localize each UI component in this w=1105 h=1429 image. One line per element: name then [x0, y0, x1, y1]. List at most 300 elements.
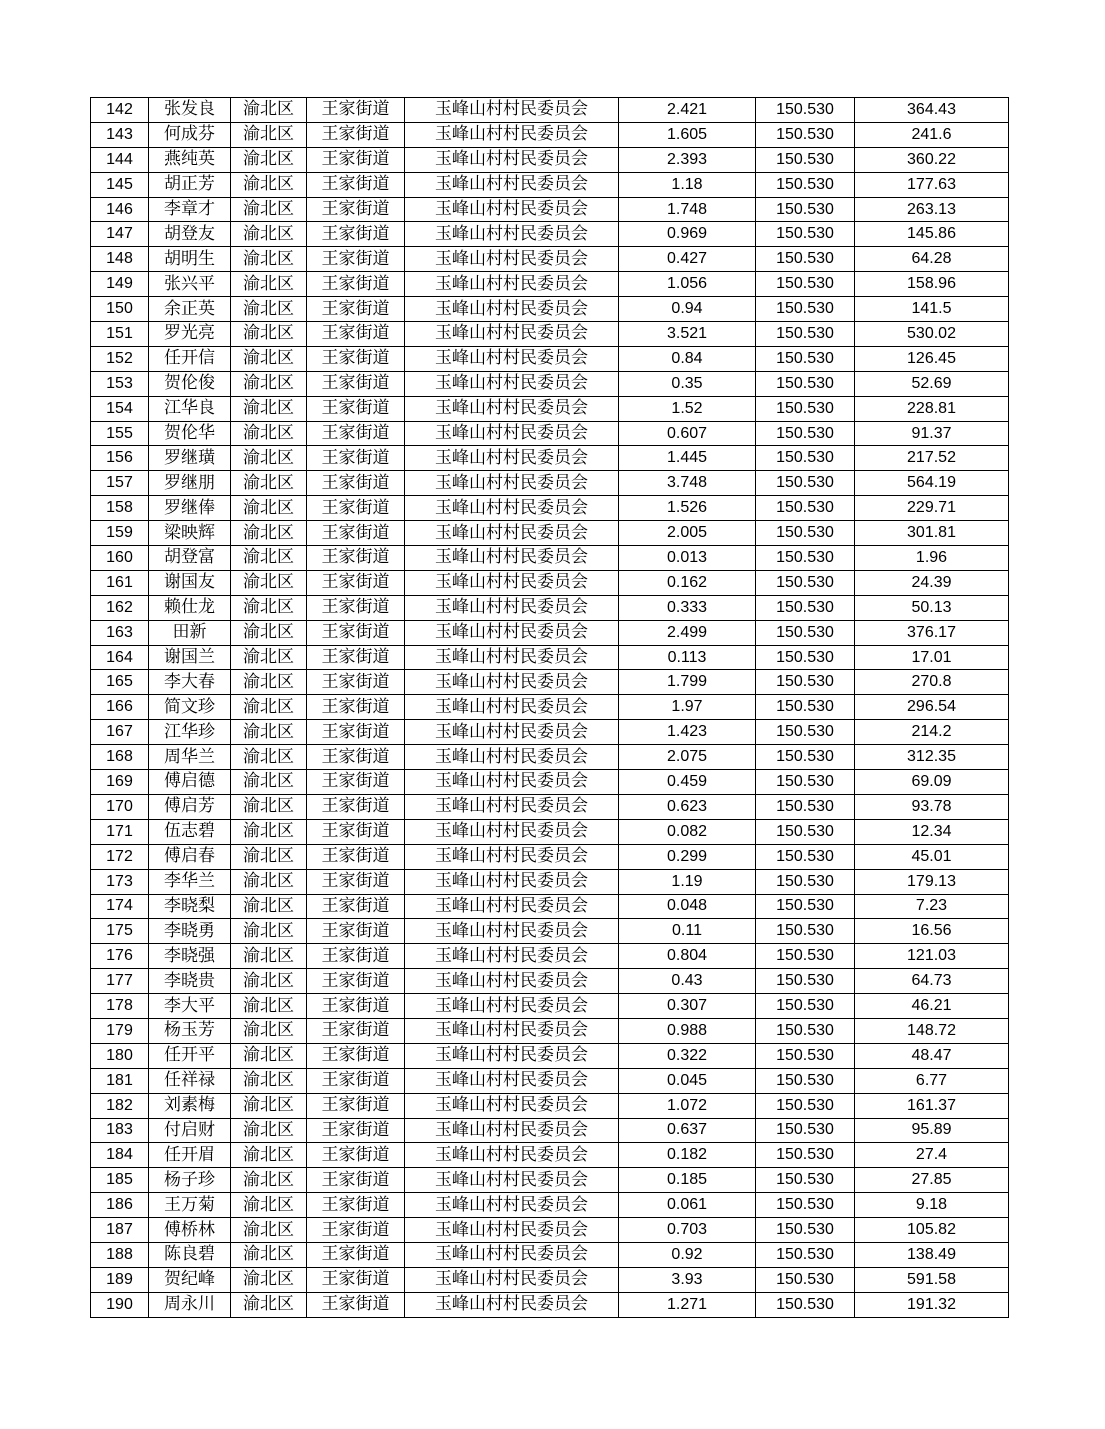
street-cell: 王家街道: [307, 222, 405, 247]
row-number-cell: 148: [91, 247, 149, 272]
street-cell: 王家街道: [307, 1018, 405, 1043]
name-cell: 任开眉: [149, 1143, 231, 1168]
table-row: [91, 1143, 1009, 1168]
committee-cell: 玉峰山村村民委员会: [405, 322, 619, 347]
table-row: [91, 819, 1009, 844]
rate-cell: 150.530: [756, 272, 855, 297]
street-cell: 王家街道: [307, 471, 405, 496]
amount-cell: 191.32: [855, 1292, 1009, 1317]
table-row: [91, 720, 1009, 745]
name-cell: 伍志碧: [149, 819, 231, 844]
rate-cell: 150.530: [756, 1118, 855, 1143]
committee-cell: 玉峰山村村民委员会: [405, 794, 619, 819]
table-row: [91, 322, 1009, 347]
row-number-cell: 155: [91, 421, 149, 446]
name-cell: 李章才: [149, 197, 231, 222]
table-row: [91, 521, 1009, 546]
street-cell: 王家街道: [307, 247, 405, 272]
row-number-cell: 164: [91, 645, 149, 670]
data-table: [90, 97, 1009, 1318]
name-cell: 胡登友: [149, 222, 231, 247]
district-cell: 渝北区: [231, 1193, 307, 1218]
district-cell: 渝北区: [231, 1168, 307, 1193]
table-row: [91, 570, 1009, 595]
street-cell: 王家街道: [307, 98, 405, 123]
rate-cell: 150.530: [756, 396, 855, 421]
street-cell: 王家街道: [307, 1168, 405, 1193]
amount-cell: 64.28: [855, 247, 1009, 272]
table-row: [91, 794, 1009, 819]
area-cell: 0.459: [619, 770, 756, 795]
rate-cell: 150.530: [756, 521, 855, 546]
name-cell: 梁映辉: [149, 521, 231, 546]
name-cell: 江华良: [149, 396, 231, 421]
name-cell: 傅启春: [149, 844, 231, 869]
row-number-cell: 143: [91, 122, 149, 147]
committee-cell: 玉峰山村村民委员会: [405, 745, 619, 770]
street-cell: 王家街道: [307, 745, 405, 770]
rate-cell: 150.530: [756, 1218, 855, 1243]
area-cell: 3.521: [619, 322, 756, 347]
row-number-cell: 144: [91, 147, 149, 172]
district-cell: 渝北区: [231, 172, 307, 197]
table-row: [91, 645, 1009, 670]
rate-cell: 150.530: [756, 894, 855, 919]
row-number-cell: 166: [91, 695, 149, 720]
amount-cell: 564.19: [855, 471, 1009, 496]
row-number-cell: 181: [91, 1068, 149, 1093]
district-cell: 渝北区: [231, 222, 307, 247]
district-cell: 渝北区: [231, 346, 307, 371]
area-cell: 2.499: [619, 620, 756, 645]
name-cell: 杨子珍: [149, 1168, 231, 1193]
committee-cell: 玉峰山村村民委员会: [405, 521, 619, 546]
name-cell: 王万菊: [149, 1193, 231, 1218]
row-number-cell: 170: [91, 794, 149, 819]
row-number-cell: 187: [91, 1218, 149, 1243]
row-number-cell: 189: [91, 1267, 149, 1292]
area-cell: 0.045: [619, 1068, 756, 1093]
rate-cell: 150.530: [756, 620, 855, 645]
committee-cell: 玉峰山村村民委员会: [405, 297, 619, 322]
amount-cell: 263.13: [855, 197, 1009, 222]
amount-cell: 48.47: [855, 1043, 1009, 1068]
street-cell: 王家街道: [307, 770, 405, 795]
area-cell: 0.35: [619, 371, 756, 396]
table-row: [91, 1118, 1009, 1143]
amount-cell: 214.2: [855, 720, 1009, 745]
street-cell: 王家街道: [307, 1292, 405, 1317]
committee-cell: 玉峰山村村民委员会: [405, 1143, 619, 1168]
amount-cell: 7.23: [855, 894, 1009, 919]
name-cell: 余正英: [149, 297, 231, 322]
committee-cell: 玉峰山村村民委员会: [405, 496, 619, 521]
rate-cell: 150.530: [756, 745, 855, 770]
rate-cell: 150.530: [756, 844, 855, 869]
name-cell: 任祥禄: [149, 1068, 231, 1093]
area-cell: 1.271: [619, 1292, 756, 1317]
rate-cell: 150.530: [756, 1292, 855, 1317]
table-row: [91, 1267, 1009, 1292]
district-cell: 渝北区: [231, 1093, 307, 1118]
name-cell: 罗继朋: [149, 471, 231, 496]
table-row: [91, 421, 1009, 446]
district-cell: 渝北区: [231, 98, 307, 123]
street-cell: 王家街道: [307, 1193, 405, 1218]
rate-cell: 150.530: [756, 546, 855, 571]
table-row: [91, 944, 1009, 969]
amount-cell: 530.02: [855, 322, 1009, 347]
rate-cell: 150.530: [756, 994, 855, 1019]
row-number-cell: 156: [91, 446, 149, 471]
amount-cell: 105.82: [855, 1218, 1009, 1243]
street-cell: 王家街道: [307, 122, 405, 147]
committee-cell: 玉峰山村村民委员会: [405, 1168, 619, 1193]
name-cell: 杨玉芳: [149, 1018, 231, 1043]
rate-cell: 150.530: [756, 944, 855, 969]
row-number-cell: 150: [91, 297, 149, 322]
amount-cell: 50.13: [855, 595, 1009, 620]
district-cell: 渝北区: [231, 720, 307, 745]
name-cell: 罗光亮: [149, 322, 231, 347]
committee-cell: 玉峰山村村民委员会: [405, 197, 619, 222]
table-row: [91, 1043, 1009, 1068]
row-number-cell: 157: [91, 471, 149, 496]
street-cell: 王家街道: [307, 570, 405, 595]
name-cell: 傅启德: [149, 770, 231, 795]
rate-cell: 150.530: [756, 1242, 855, 1267]
district-cell: 渝北区: [231, 944, 307, 969]
area-cell: 0.94: [619, 297, 756, 322]
table-row: [91, 595, 1009, 620]
name-cell: 胡明生: [149, 247, 231, 272]
committee-cell: 玉峰山村村民委员会: [405, 1043, 619, 1068]
amount-cell: 45.01: [855, 844, 1009, 869]
committee-cell: 玉峰山村村民委员会: [405, 894, 619, 919]
district-cell: 渝北区: [231, 570, 307, 595]
table-row: [91, 620, 1009, 645]
rate-cell: 150.530: [756, 1267, 855, 1292]
row-number-cell: 183: [91, 1118, 149, 1143]
area-cell: 0.113: [619, 645, 756, 670]
row-number-cell: 165: [91, 670, 149, 695]
row-number-cell: 152: [91, 346, 149, 371]
committee-cell: 玉峰山村村民委员会: [405, 147, 619, 172]
amount-cell: 141.5: [855, 297, 1009, 322]
district-cell: 渝北区: [231, 1018, 307, 1043]
row-number-cell: 184: [91, 1143, 149, 1168]
street-cell: 王家街道: [307, 1218, 405, 1243]
area-cell: 0.061: [619, 1193, 756, 1218]
street-cell: 王家街道: [307, 1118, 405, 1143]
row-number-cell: 145: [91, 172, 149, 197]
area-cell: 0.623: [619, 794, 756, 819]
rate-cell: 150.530: [756, 1018, 855, 1043]
street-cell: 王家街道: [307, 147, 405, 172]
district-cell: 渝北区: [231, 1292, 307, 1317]
committee-cell: 玉峰山村村民委员会: [405, 570, 619, 595]
table-row: [91, 247, 1009, 272]
row-number-cell: 179: [91, 1018, 149, 1043]
name-cell: 谢国友: [149, 570, 231, 595]
row-number-cell: 182: [91, 1093, 149, 1118]
amount-cell: 27.85: [855, 1168, 1009, 1193]
name-cell: 简文珍: [149, 695, 231, 720]
district-cell: 渝北区: [231, 969, 307, 994]
amount-cell: 360.22: [855, 147, 1009, 172]
area-cell: 2.005: [619, 521, 756, 546]
street-cell: 王家街道: [307, 794, 405, 819]
amount-cell: 296.54: [855, 695, 1009, 720]
table-row: [91, 994, 1009, 1019]
district-cell: 渝北区: [231, 1242, 307, 1267]
street-cell: 王家街道: [307, 969, 405, 994]
rate-cell: 150.530: [756, 720, 855, 745]
area-cell: 1.52: [619, 396, 756, 421]
row-number-cell: 174: [91, 894, 149, 919]
table-row: [91, 197, 1009, 222]
street-cell: 王家街道: [307, 919, 405, 944]
district-cell: 渝北区: [231, 247, 307, 272]
rate-cell: 150.530: [756, 1043, 855, 1068]
area-cell: 2.421: [619, 98, 756, 123]
street-cell: 王家街道: [307, 446, 405, 471]
table-row: [91, 894, 1009, 919]
rate-cell: 150.530: [756, 670, 855, 695]
district-cell: 渝北区: [231, 396, 307, 421]
amount-cell: 93.78: [855, 794, 1009, 819]
committee-cell: 玉峰山村村民委员会: [405, 1218, 619, 1243]
name-cell: 贺伦华: [149, 421, 231, 446]
area-cell: 0.427: [619, 247, 756, 272]
rate-cell: 150.530: [756, 794, 855, 819]
area-cell: 0.048: [619, 894, 756, 919]
table-row: [91, 122, 1009, 147]
row-number-cell: 186: [91, 1193, 149, 1218]
committee-cell: 玉峰山村村民委员会: [405, 919, 619, 944]
street-cell: 王家街道: [307, 645, 405, 670]
district-cell: 渝北区: [231, 745, 307, 770]
name-cell: 周永川: [149, 1292, 231, 1317]
row-number-cell: 168: [91, 745, 149, 770]
area-cell: 1.19: [619, 869, 756, 894]
row-number-cell: 151: [91, 322, 149, 347]
committee-cell: 玉峰山村村民委员会: [405, 770, 619, 795]
street-cell: 王家街道: [307, 670, 405, 695]
row-number-cell: 146: [91, 197, 149, 222]
area-cell: 0.185: [619, 1168, 756, 1193]
district-cell: 渝北区: [231, 919, 307, 944]
area-cell: 2.075: [619, 745, 756, 770]
street-cell: 王家街道: [307, 869, 405, 894]
area-cell: 0.607: [619, 421, 756, 446]
name-cell: 贺伦俊: [149, 371, 231, 396]
committee-cell: 玉峰山村村民委员会: [405, 371, 619, 396]
rate-cell: 150.530: [756, 496, 855, 521]
rate-cell: 150.530: [756, 570, 855, 595]
street-cell: 王家街道: [307, 297, 405, 322]
committee-cell: 玉峰山村村民委员会: [405, 1118, 619, 1143]
row-number-cell: 169: [91, 770, 149, 795]
street-cell: 王家街道: [307, 1093, 405, 1118]
area-cell: 3.93: [619, 1267, 756, 1292]
committee-cell: 玉峰山村村民委员会: [405, 247, 619, 272]
name-cell: 胡正芳: [149, 172, 231, 197]
area-cell: 0.988: [619, 1018, 756, 1043]
area-cell: 0.182: [619, 1143, 756, 1168]
row-number-cell: 161: [91, 570, 149, 595]
amount-cell: 126.45: [855, 346, 1009, 371]
area-cell: 1.056: [619, 272, 756, 297]
table-row: [91, 546, 1009, 571]
street-cell: 王家街道: [307, 595, 405, 620]
amount-cell: 229.71: [855, 496, 1009, 521]
rate-cell: 150.530: [756, 645, 855, 670]
table-row: [91, 346, 1009, 371]
district-cell: 渝北区: [231, 595, 307, 620]
area-cell: 3.748: [619, 471, 756, 496]
committee-cell: 玉峰山村村民委员会: [405, 421, 619, 446]
row-number-cell: 188: [91, 1242, 149, 1267]
street-cell: 王家街道: [307, 396, 405, 421]
table-row: [91, 446, 1009, 471]
area-cell: 1.748: [619, 197, 756, 222]
district-cell: 渝北区: [231, 670, 307, 695]
table-row: [91, 1218, 1009, 1243]
rate-cell: 150.530: [756, 919, 855, 944]
row-number-cell: 173: [91, 869, 149, 894]
committee-cell: 玉峰山村村民委员会: [405, 396, 619, 421]
amount-cell: 16.56: [855, 919, 1009, 944]
committee-cell: 玉峰山村村民委员会: [405, 994, 619, 1019]
name-cell: 李大平: [149, 994, 231, 1019]
amount-cell: 177.63: [855, 172, 1009, 197]
street-cell: 王家街道: [307, 695, 405, 720]
area-cell: 0.333: [619, 595, 756, 620]
row-number-cell: 190: [91, 1292, 149, 1317]
street-cell: 王家街道: [307, 1267, 405, 1292]
rate-cell: 150.530: [756, 197, 855, 222]
area-cell: 0.322: [619, 1043, 756, 1068]
name-cell: 李华兰: [149, 869, 231, 894]
table-row: [91, 396, 1009, 421]
name-cell: 罗继璜: [149, 446, 231, 471]
street-cell: 王家街道: [307, 197, 405, 222]
table-row: [91, 745, 1009, 770]
area-cell: 0.703: [619, 1218, 756, 1243]
area-cell: 0.43: [619, 969, 756, 994]
name-cell: 周华兰: [149, 745, 231, 770]
row-number-cell: 153: [91, 371, 149, 396]
district-cell: 渝北区: [231, 1218, 307, 1243]
amount-cell: 148.72: [855, 1018, 1009, 1043]
table-row: [91, 969, 1009, 994]
row-number-cell: 163: [91, 620, 149, 645]
district-cell: 渝北区: [231, 844, 307, 869]
district-cell: 渝北区: [231, 371, 307, 396]
amount-cell: 161.37: [855, 1093, 1009, 1118]
street-cell: 王家街道: [307, 620, 405, 645]
committee-cell: 玉峰山村村民委员会: [405, 969, 619, 994]
row-number-cell: 178: [91, 994, 149, 1019]
committee-cell: 玉峰山村村民委员会: [405, 819, 619, 844]
rate-cell: 150.530: [756, 122, 855, 147]
street-cell: 王家街道: [307, 346, 405, 371]
amount-cell: 12.34: [855, 819, 1009, 844]
rate-cell: 150.530: [756, 869, 855, 894]
amount-cell: 364.43: [855, 98, 1009, 123]
amount-cell: 9.18: [855, 1193, 1009, 1218]
committee-cell: 玉峰山村村民委员会: [405, 844, 619, 869]
area-cell: 0.637: [619, 1118, 756, 1143]
area-cell: 1.072: [619, 1093, 756, 1118]
name-cell: 付启财: [149, 1118, 231, 1143]
committee-cell: 玉峰山村村民委员会: [405, 1267, 619, 1292]
area-cell: 1.97: [619, 695, 756, 720]
committee-cell: 玉峰山村村民委员会: [405, 1193, 619, 1218]
amount-cell: 179.13: [855, 869, 1009, 894]
name-cell: 傅启芳: [149, 794, 231, 819]
area-cell: 0.299: [619, 844, 756, 869]
row-number-cell: 167: [91, 720, 149, 745]
amount-cell: 270.8: [855, 670, 1009, 695]
area-cell: 0.84: [619, 346, 756, 371]
name-cell: 江华珍: [149, 720, 231, 745]
street-cell: 王家街道: [307, 894, 405, 919]
row-number-cell: 172: [91, 844, 149, 869]
district-cell: 渝北区: [231, 645, 307, 670]
row-number-cell: 158: [91, 496, 149, 521]
district-cell: 渝北区: [231, 521, 307, 546]
area-cell: 0.969: [619, 222, 756, 247]
committee-cell: 玉峰山村村民委员会: [405, 720, 619, 745]
district-cell: 渝北区: [231, 421, 307, 446]
street-cell: 王家街道: [307, 1143, 405, 1168]
district-cell: 渝北区: [231, 147, 307, 172]
amount-cell: 217.52: [855, 446, 1009, 471]
street-cell: 王家街道: [307, 994, 405, 1019]
district-cell: 渝北区: [231, 122, 307, 147]
committee-cell: 玉峰山村村民委员会: [405, 546, 619, 571]
rate-cell: 150.530: [756, 819, 855, 844]
amount-cell: 301.81: [855, 521, 1009, 546]
street-cell: 王家街道: [307, 496, 405, 521]
amount-cell: 138.49: [855, 1242, 1009, 1267]
table-row: [91, 869, 1009, 894]
district-cell: 渝北区: [231, 496, 307, 521]
table-row: [91, 919, 1009, 944]
rate-cell: 150.530: [756, 695, 855, 720]
table-row: [91, 471, 1009, 496]
table-row: [91, 1242, 1009, 1267]
table-body: [91, 98, 1009, 1318]
name-cell: 李晓勇: [149, 919, 231, 944]
district-cell: 渝北区: [231, 197, 307, 222]
name-cell: 李晓贵: [149, 969, 231, 994]
district-cell: 渝北区: [231, 546, 307, 571]
row-number-cell: 177: [91, 969, 149, 994]
table-row: [91, 496, 1009, 521]
street-cell: 王家街道: [307, 944, 405, 969]
row-number-cell: 160: [91, 546, 149, 571]
committee-cell: 玉峰山村村民委员会: [405, 1242, 619, 1267]
rate-cell: 150.530: [756, 147, 855, 172]
street-cell: 王家街道: [307, 272, 405, 297]
area-cell: 0.804: [619, 944, 756, 969]
committee-cell: 玉峰山村村民委员会: [405, 222, 619, 247]
committee-cell: 玉峰山村村民委员会: [405, 1093, 619, 1118]
district-cell: 渝北区: [231, 770, 307, 795]
